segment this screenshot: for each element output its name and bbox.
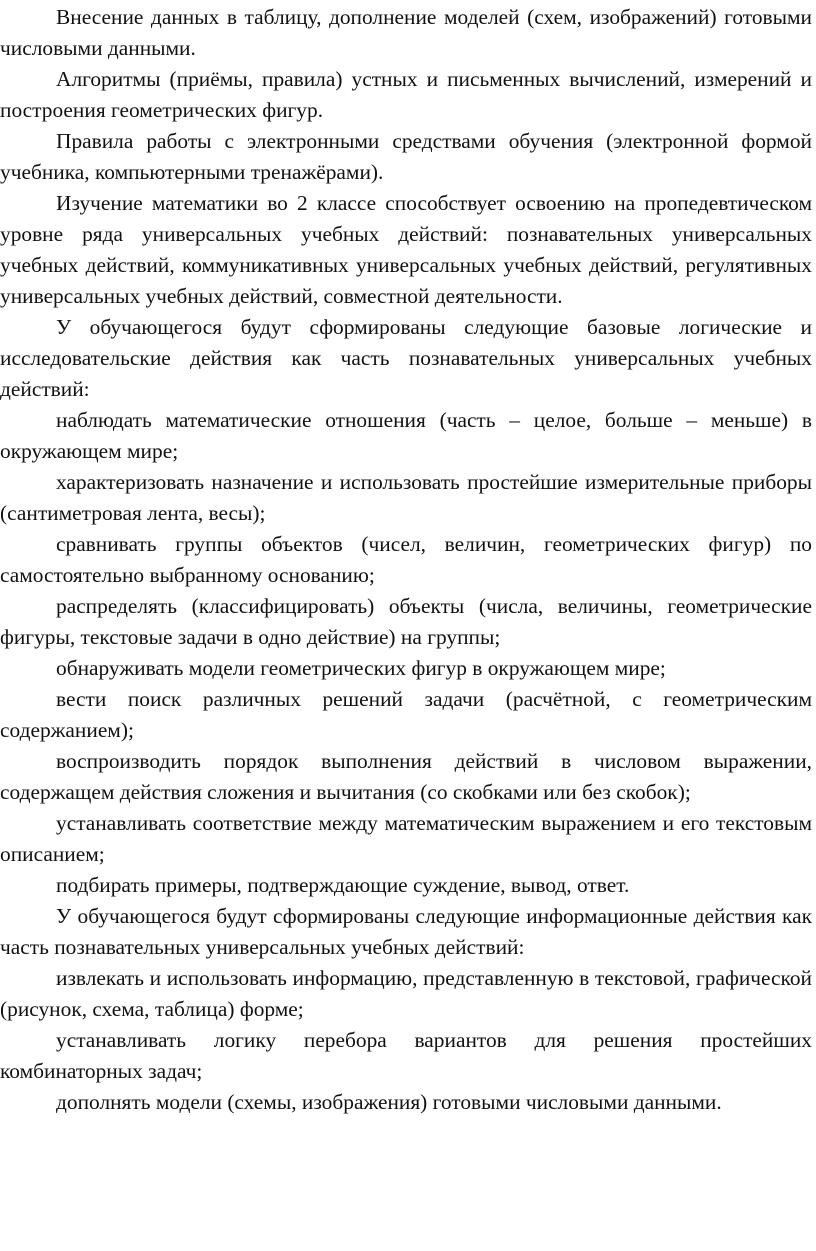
paragraph: Алгоритмы (приёмы, правила) устных и письменных вычислений, измерений и построения геометрических фигур.: [0, 67, 812, 122]
paragraph: Изучение математики во 2 классе способствует освоению на пропедевтическом уровне ряда универсальных учебных действий: познавательных универсальных учебных действий, коммуникативных универсальных учебных действий, регулятивных универсальных учебных действий, совместной деятельности.: [0, 191, 812, 308]
list-item: подбирать примеры, подтверждающие суждение, вывод, ответ.: [56, 873, 630, 897]
paragraph: У обучающегося будут сформированы следующие базовые логические и исследовательские действия как часть познавательных универсальных учебных действий:: [0, 315, 812, 401]
list-item: дополнять модели (схемы, изображения) готовыми числовыми данными.: [56, 1090, 722, 1114]
list-item: устанавливать логику перебора вариантов для решения простейших комбинаторных задач;: [0, 1028, 812, 1083]
list-item: устанавливать соответствие между математическим выражением и его текстовым описанием;: [0, 811, 812, 866]
paragraph: Внесение данных в таблицу, дополнение моделей (схем, изображений) готовыми числовыми данными.: [0, 5, 812, 60]
list-item: распределять (классифицировать) объекты (числа, величины, геометрические фигуры, текстовые задачи в одно действие) на группы;: [0, 594, 812, 649]
list-item: сравнивать группы объектов (чисел, величин, геометрических фигур) по самостоятельно выбранному основанию;: [0, 532, 812, 587]
list-item: характеризовать назначение и использовать простейшие измерительные приборы (сантиметровая лента, весы);: [0, 470, 812, 525]
list-item: вести поиск различных решений задачи (расчётной, с геометрическим содержанием);: [0, 687, 812, 742]
list-item: извлекать и использовать информацию, представленную в текстовой, графической (рисунок, схема, таблица) форме;: [0, 966, 812, 1021]
list-item: воспроизводить порядок выполнения действий в числовом выражении, содержащем действия сложения и вычитания (со скобками или без скобок);: [0, 749, 812, 804]
list-item: обнаруживать модели геометрических фигур в окружающем мире;: [56, 656, 666, 680]
paragraph: У обучающегося будут сформированы следующие информационные действия как часть познавательных универсальных учебных действий:: [0, 904, 812, 959]
paragraph: Правила работы с электронными средствами обучения (электронной формой учебника, компьютерными тренажёрами).: [0, 129, 812, 184]
list-item: наблюдать математические отношения (часть – целое, больше – меньше) в окружающем мире;: [0, 408, 812, 463]
